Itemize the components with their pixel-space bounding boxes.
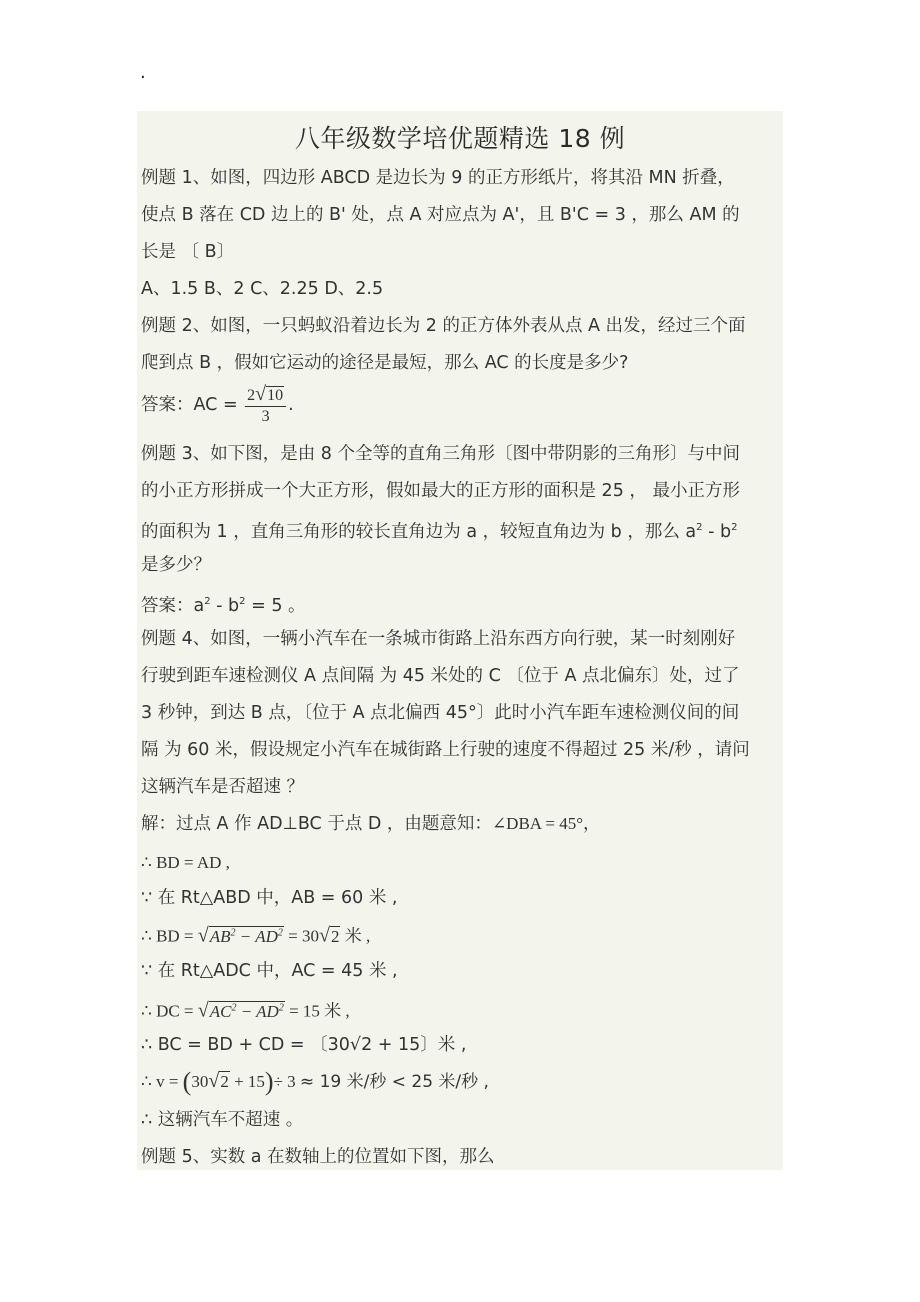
text-line: 3 秒钟，到达 B 点，〔位于 A 点北偏西 45°〕此时小汽车距车速检测仪间的间 bbox=[141, 703, 740, 723]
solution-line: ∴ BD = AD , bbox=[141, 853, 230, 872]
solution-line: 解：过点 A 作 AD⊥BC 于点 D ，由题意知：∠DBA = 45°， bbox=[141, 814, 601, 834]
text-line: 例题 3、如下图，是由 8 个全等的直角三角形〔图中带阴影的三角形〕与中间 bbox=[141, 444, 740, 464]
text-line: 长是 〔 B〕 bbox=[141, 242, 235, 262]
answer-2: 答案：AC = $\frac{2√10}{3}$ . bbox=[141, 382, 294, 425]
solution-line: ∴ v = (30√2 + 15)÷ 3 ≈ 19 米/秒 < 25 米/秒 , bbox=[141, 1067, 489, 1096]
solution-line: ∴ 这辆汽车不超速 。 bbox=[141, 1110, 304, 1130]
text-line: 是多少？ bbox=[141, 555, 211, 575]
answer-3: 答案：$a^2 - b^2 = 5$ 。 bbox=[141, 595, 306, 616]
text-line: 例题 1、如图，四边形 ABCD 是边长为 9 的正方形纸片，将其沿 MN 折叠， bbox=[141, 168, 735, 188]
text-line: 例题 4、如图，一辆小汽车在一条城市街路上沿东西方向行驶，某一时刻刚好 bbox=[141, 629, 736, 649]
text-line: 爬到点 B ，假如它运动的途径是最短，那么 AC 的长度是多少? bbox=[141, 353, 629, 373]
document-panel bbox=[137, 111, 783, 1170]
page-title: 八年级数学培优题精选 18 例 bbox=[294, 124, 626, 153]
solution-line: ∵ 在 Rt△ADC 中，AC = 45 米 , bbox=[141, 961, 398, 981]
answer-options: A、1.5 B、2 C、2.25 D、2.5 bbox=[141, 279, 384, 299]
solution-line: ∴ DC = $√AC^2 - AD^2 = 15$ 米 , bbox=[141, 999, 350, 1022]
solution-line: ∴ BD = $√AB^2 - AD^2 = 30√2$ 米 , bbox=[141, 924, 371, 947]
solution-line: ∴ BC = BD + CD = 〔30√2 + 15〕米 , bbox=[141, 1035, 467, 1055]
text-line: 例题 2、如图，一只蚂蚁沿着边长为 2 的正方体外表从点 A 出发，经过三个面 bbox=[141, 316, 746, 336]
fraction: $\frac{2√10}{3}$ bbox=[245, 384, 286, 427]
text-line: 的小正方形拼成一个大正方形，假如最大的正方形的面积是 25 ， 最小正方形 bbox=[141, 481, 740, 501]
solution-line: ∵ 在 Rt△ABD 中，AB = 60 米 , bbox=[141, 888, 398, 908]
text-line: 的面积为 1 ，直角三角形的较长直角边为 a ，较短直角边为 b ，那么 $a^2 - b^2$ bbox=[141, 521, 738, 542]
text-line: 例题 5、实数 a 在数轴上的位置如下图，那么 bbox=[141, 1147, 495, 1167]
text-line: 使点 B 落在 CD 边上的 B' 处，点 A 对应点为 A'，且 B'C = 3 ，那么 AM 的 bbox=[141, 205, 740, 225]
text-line: 行驶到距车速检测仪 A 点间隔 为 45 米处的 C 〔位于 A 点北偏东〕处，过了 bbox=[141, 666, 740, 686]
text-line: 隔 为 60 米，假设规定小汽车在城街路上行驶的速度不得超过 25 米/秒 ，请问 bbox=[141, 740, 750, 760]
top-mark: . bbox=[140, 62, 146, 83]
text-line: 这辆汽车是否超速 ？ bbox=[141, 777, 305, 797]
